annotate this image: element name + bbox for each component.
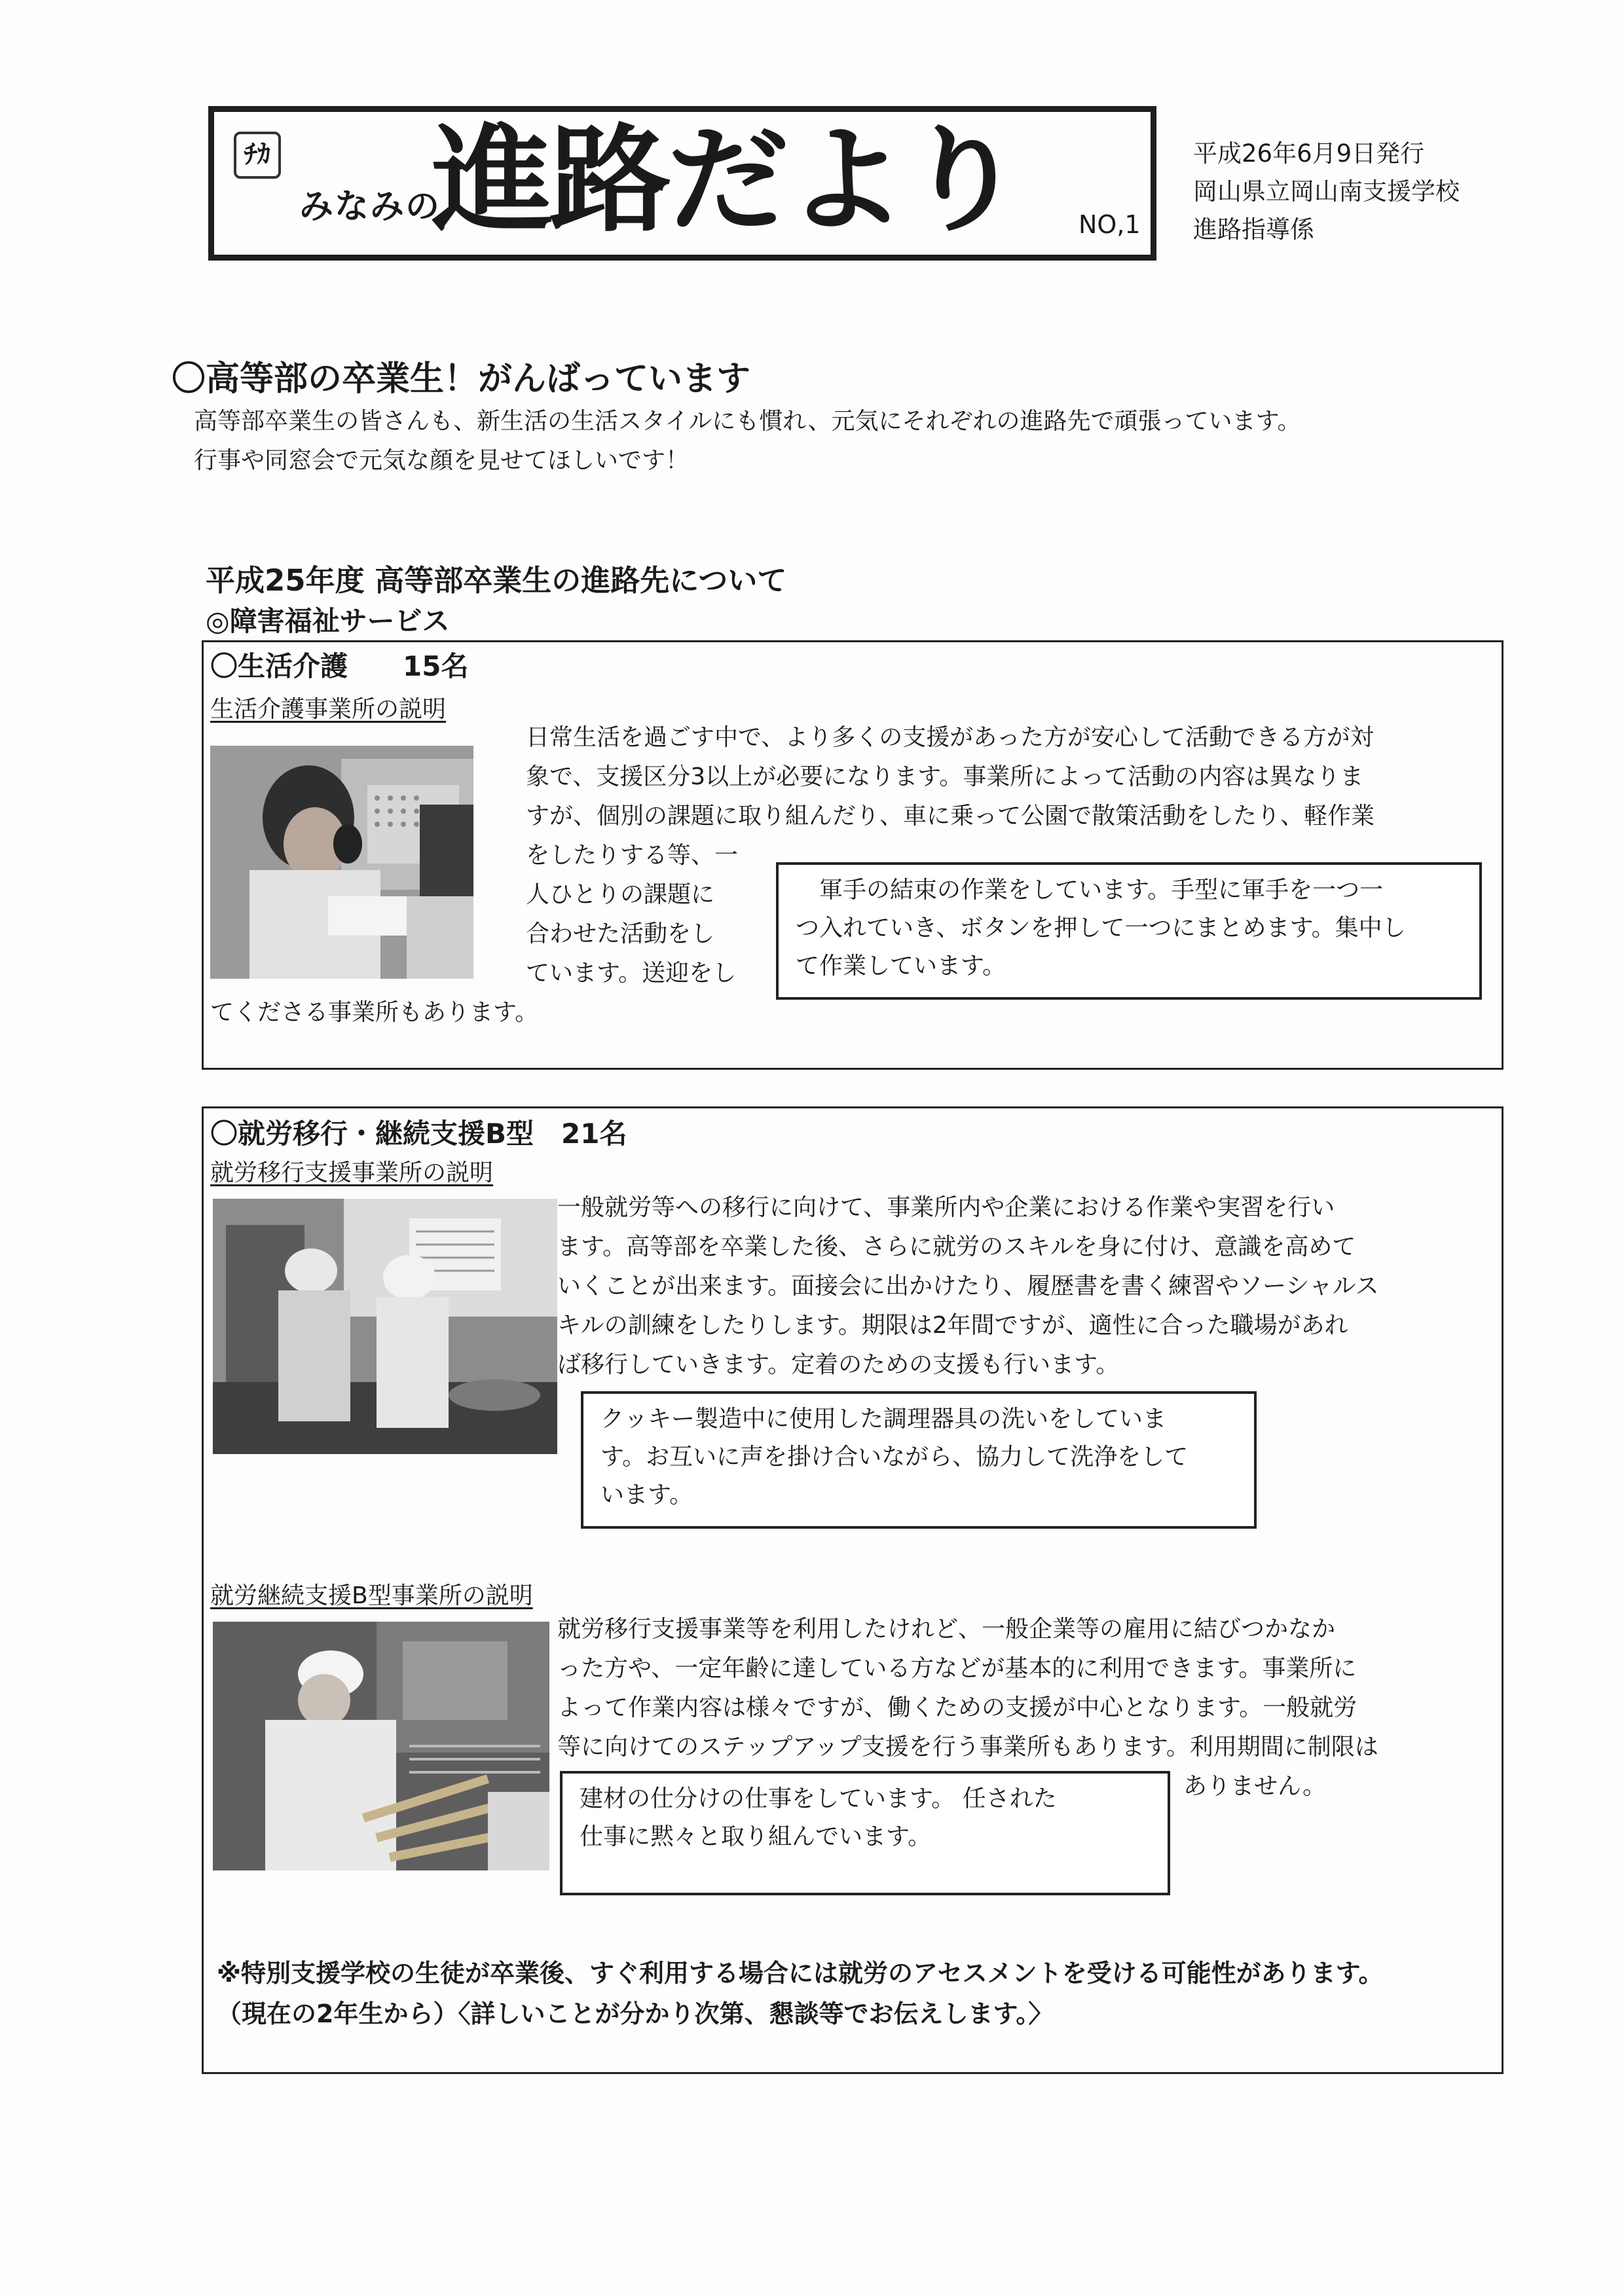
section-intro bbox=[194, 402, 1301, 481]
building-materials-illustration bbox=[213, 1622, 549, 1870]
caption-line: 仕事に黙々と取り組んでいます。 bbox=[580, 1823, 932, 1850]
intro-line-2: 行事や同窓会で元気な顔を見せてほしいです！ bbox=[194, 447, 690, 474]
issuer-block bbox=[1193, 135, 1460, 249]
continuation-photo-caption bbox=[560, 1771, 1170, 1895]
section-title: 〇高等部の卒業生！がんばっています bbox=[172, 359, 751, 399]
care-line: 象で、支援区分3以上が必要になります。事業所によって活動の内容は異なりま bbox=[526, 763, 1364, 790]
care-heading: 〇生活介護 15名 bbox=[210, 650, 469, 682]
transition-line: キルの訓練をしたりします。期限は2年間ですが、適性に合った職場があれ bbox=[557, 1312, 1348, 1339]
care-line: てくださる事業所もあります。 bbox=[210, 999, 539, 1026]
caption-line: 建材の仕分けの仕事をしています。 任された bbox=[580, 1785, 1057, 1812]
continuation-line: 就労移行支援事業等を利用したけれど、一般企業等の雇用に結びつかなか bbox=[557, 1616, 1336, 1643]
issue-date: 平成26年6月9日発行 bbox=[1193, 139, 1425, 168]
continuation-line: 等に向けてのステップアップ支援を行う事業所もあります。利用期間に制限は bbox=[557, 1734, 1378, 1760]
masthead-subtitle: みなみの bbox=[299, 187, 441, 227]
washing-illustration bbox=[213, 1199, 557, 1454]
department: 進路指導係 bbox=[1193, 215, 1314, 244]
footnote-line-2: （現在の2年生から）〈詳しいことが分かり次第、懇談等でお伝えします。〉 bbox=[217, 1999, 1054, 2028]
caption-line: て作業しています。 bbox=[796, 953, 1006, 979]
photo-building-materials bbox=[213, 1622, 549, 1870]
transition-line: ば移行していきます。定着のための支援も行います。 bbox=[557, 1351, 1120, 1378]
continuation-description bbox=[557, 1610, 1378, 1767]
transition-line: いくことが出来ます。面接会に出かけたり、履歴書を書く練習やソーシャルス bbox=[557, 1273, 1379, 1300]
transition-description bbox=[557, 1188, 1379, 1385]
continuation-line: ありません。 bbox=[1183, 1773, 1327, 1800]
photo-washing-image bbox=[213, 1199, 557, 1454]
work-heading: 〇就労移行・継続支援B型 21名 bbox=[210, 1118, 627, 1150]
care-line: ています。送迎をし bbox=[526, 960, 737, 987]
issue-number: NO,1 bbox=[1079, 210, 1141, 239]
intro-line-1: 高等部卒業生の皆さんも、新生活の生活スタイルにも慣れ、元気にそれぞれの進路先で頑張っています。 bbox=[194, 408, 1301, 435]
caption-line: つ入れていき、ボタンを押して一つにまとめます。集中し bbox=[796, 915, 1406, 941]
transition-line: 一般就労等への移行に向けて、事業所内や企業における作業や実習を行い bbox=[557, 1194, 1335, 1221]
continuation-line: った方や、一定年齢に達している方などが基本的に利用できます。事業所に bbox=[557, 1655, 1357, 1682]
transition-photo-caption bbox=[581, 1391, 1257, 1529]
care-line: すが、個別の課題に取り組んだり、車に乗って公園で散策活動をしたり、軽作業 bbox=[526, 803, 1375, 829]
transition-line: ます。高等部を卒業した後、さらに就労のスキルを身に付け、意識を高めて bbox=[557, 1233, 1356, 1260]
footnote-line-1: ※特別支援学校の生徒が卒業後、すぐ利用する場合には就労のアセスメントを受ける可能性があります。 bbox=[217, 1959, 1384, 1988]
school-name: 岡山県立岡山南支援学校 bbox=[1193, 177, 1460, 206]
care-line: 合わせた活動をし bbox=[526, 920, 715, 947]
footnote bbox=[217, 1953, 1384, 2034]
transition-subheading: 就労移行支援事業所の説明 bbox=[210, 1159, 494, 1186]
continuation-subheading: 就労継続支援B型事業所の説明 bbox=[210, 1582, 533, 1609]
glove-work-illustration bbox=[210, 746, 473, 979]
caption-line: います。 bbox=[600, 1482, 693, 1508]
caption-line: す。お互いに声を掛け合いながら、協力して洗浄をして bbox=[600, 1444, 1189, 1470]
care-subheading: 生活介護事業所の説明 bbox=[210, 696, 447, 723]
continuation-line: よって作業内容は様々ですが、働くための支援が中心となります。一般就労 bbox=[557, 1694, 1357, 1721]
care-line: 人ひとりの課題に bbox=[526, 881, 715, 908]
school-logo-icon: ﾁｶ bbox=[234, 132, 281, 179]
year-title: 平成25年度 高等部卒業生の進路先について bbox=[206, 563, 787, 598]
caption-line: クッキー製造中に使用した調理器具の洗いをしていま bbox=[600, 1406, 1167, 1432]
photo-glove-work bbox=[210, 746, 473, 979]
caption-line: 軍手の結束の作業をしています。手型に軍手を一つ一 bbox=[796, 877, 1384, 903]
continuation-tail bbox=[1183, 1767, 1326, 1806]
masthead-title: 進路だより bbox=[432, 112, 1022, 248]
care-photo-caption bbox=[776, 862, 1482, 1000]
work-section-box bbox=[202, 1106, 1504, 2074]
care-line: をしたりする等、一 bbox=[526, 842, 739, 869]
care-description-tail bbox=[210, 993, 538, 1032]
masthead bbox=[208, 106, 1156, 261]
care-line: 日常生活を過ごす中で、より多くの支援があった方が安心して活動できる方が対 bbox=[526, 724, 1374, 751]
welfare-label: ◎障害福祉サービス bbox=[206, 605, 450, 637]
care-section-box bbox=[202, 640, 1504, 1070]
